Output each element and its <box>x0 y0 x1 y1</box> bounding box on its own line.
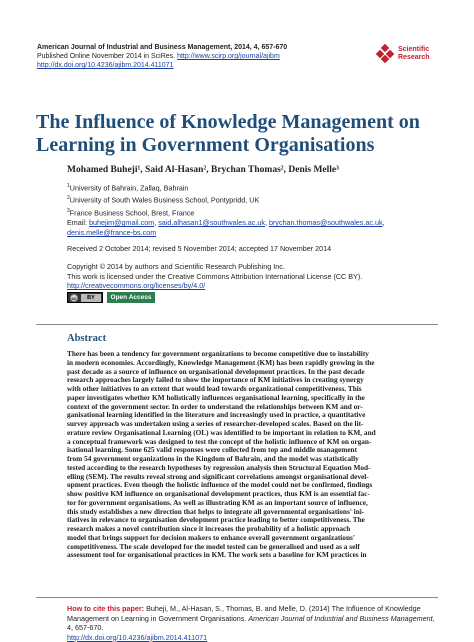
abstract-line: past decade as a source of influence on organisational development practices. In the past decade <box>67 366 365 376</box>
abstract-body <box>67 350 439 560</box>
scirp-logo-icon <box>376 44 396 64</box>
published-prefix: Published Online November 2014 in SciRes. <box>37 53 178 61</box>
citation-journal: American Journal of Industrial and Business Management <box>248 613 433 623</box>
abstract-line: a conceptual framework was designed to test the concept of the holistic influence of KM on organ- <box>67 436 372 446</box>
logo-text: Scientific Research <box>398 46 430 61</box>
email-link-melle[interactable]: denis.melle@france-bs.com <box>67 228 157 238</box>
citation-volume: , 4, 657-670. <box>67 613 435 633</box>
abstract-top-divider <box>36 324 438 325</box>
abstract-line: survey approach was undertaken using a series of researcher-developed scales. Based on the lit- <box>67 419 364 428</box>
abstract-line: model that brings support for decision makers to enhance overall government organizations' <box>67 532 355 542</box>
abstract-line: competitiveness. The scale developed for the model tested can be generalised and used as a self <box>67 541 360 551</box>
journal-header <box>37 43 337 71</box>
by-label: BY <box>81 294 101 302</box>
creative-commons-icon: cc <box>71 295 77 301</box>
abstract-line: in modern economies. Accordingly, Knowledge Management (KM) has been rapidly growing in the <box>67 357 375 367</box>
email-link-alhasan[interactable]: said.alhasan1@southwales.ac.uk <box>158 218 265 228</box>
abstract-line: isational learning. Some 625 valid responses were collected from top and middle management <box>67 445 358 455</box>
affiliation-1: $^1$University of Bahrain, Zallaq, Bahrain <box>67 183 189 193</box>
abstract-line: context of the government sector. In order to understand the relationships between KM and or- <box>67 401 363 411</box>
abstract-line: erature review Organisational Learning (OL) was identified to be important in relation to KM, and <box>67 427 376 437</box>
citation-doi-link[interactable]: http://dx.doi.org/10.4236/ajibm.2014.411071 <box>67 632 208 642</box>
abstract-line: research approaches largely failed to show the importance of KM initiatives in creating synergy <box>67 375 364 385</box>
abstract-line: with other initiatives to an extent that would lead towards organizational competitiveness. This <box>67 384 362 393</box>
email-link-thomas[interactable]: brychan.thomas@southwales.ac.uk <box>268 218 383 228</box>
email-line: Email: buhejim@gmail.com, said.alhasan1@southwales.ac.uk, brychan.thomas@southwales.ac.uk, <box>67 218 385 228</box>
abstract-heading: Abstract <box>67 333 107 344</box>
copyright-line: Copyright © 2014 by authors and Scientific Research Publishing Inc. <box>67 262 285 271</box>
abstract-line: elling (SEM). The results reveal strong and significant correlations amongst organisational devel- <box>67 471 369 481</box>
abstract-line: tor for government organisations. As well as illustrating KM as an important source of influence, <box>67 497 368 507</box>
abstract-line: opment practices. Even though the holistic influence of the model could not be confirmed, findings <box>67 480 373 490</box>
citation-text: Buheji, M., Al-Hasan, S., Thomas, B. and Melle, D. (2014) The Influence of Knowledge Management on Learning in Government Organisations. <box>67 604 421 623</box>
abstract-line: research makes a novel contribution since it increases the probability of a holistic approach <box>67 524 351 533</box>
journal-citation-line: American Journal of Industrial and Business Management, 2014, 4, 657-670 <box>37 44 288 51</box>
open-access-badge[interactable]: Open Access <box>107 292 155 303</box>
published-line <box>37 52 337 61</box>
abstract-line: this study establishes a new direction that helps to integrate all governmental organisations' ini- <box>67 506 365 516</box>
license-url-link[interactable]: http://creativecommons.org/licenses/by/4.0/ <box>67 281 206 291</box>
abstract-line: assessment tool for organisational practices in KM. The work sets a baseline for KM practices in <box>67 550 367 560</box>
abstract-line: from 54 government organizations in the Kingdom of Bahrain, and the model was statistically <box>67 454 359 463</box>
email-label: Email: <box>67 218 89 228</box>
abstract-line: tiatives in relevance to organisation development practice leading to better competitiveness. The <box>67 515 365 525</box>
abstract-line: show positive KM influence on organisational development practices, thus KM is an essential fac- <box>67 489 370 498</box>
abstract-bottom-divider <box>36 597 438 598</box>
journal-url-link[interactable]: http://www.scirp.org/journal/ajibm <box>177 53 280 61</box>
abstract-line: paper investigates whether KM holistically influences organisational learning, specifically in the <box>67 392 365 402</box>
how-to-cite-label: How to cite this paper: <box>67 604 145 613</box>
how-to-cite <box>67 604 439 642</box>
copyright-block <box>67 262 437 291</box>
doi-link[interactable]: http://dx.doi.org/10.4236/ajibm.2014.411071 <box>37 62 174 70</box>
affiliation-2: $^2$University of South Wales Business School, Pontypridd, UK <box>67 195 260 205</box>
email-link-buheji[interactable]: buhejim@gmail.com <box>88 218 155 228</box>
abstract-line: tested according to the research hypotheses by regression analysis then Structural Equation Mod- <box>67 462 371 472</box>
license-line: This work is licensed under the Creative Commons Attribution International License (CC BY). <box>67 271 363 281</box>
scientific-research-logo <box>376 43 446 65</box>
submission-dates: Received 2 October 2014; revised 5 November 2014; accepted 17 November 2014 <box>67 244 332 253</box>
affiliations <box>67 181 437 238</box>
paper-title: The Influence of Knowledge Management on Learning in Government Organisations <box>36 111 420 156</box>
cc-by-badge[interactable] <box>67 292 103 303</box>
affiliation-3: $^3$France Business School, Brest, France <box>67 207 195 218</box>
abstract-line: ganisational learning identified in the literature and increasingly used in practice, a quantitative <box>67 410 366 420</box>
abstract-line: There has been a tendency for government organizations to become competitive due to instability <box>67 349 369 358</box>
author-list: Mohamed Buheji¹, Said Al-Hasan², Brychan Thomas², Denis Melle³ <box>67 165 339 175</box>
